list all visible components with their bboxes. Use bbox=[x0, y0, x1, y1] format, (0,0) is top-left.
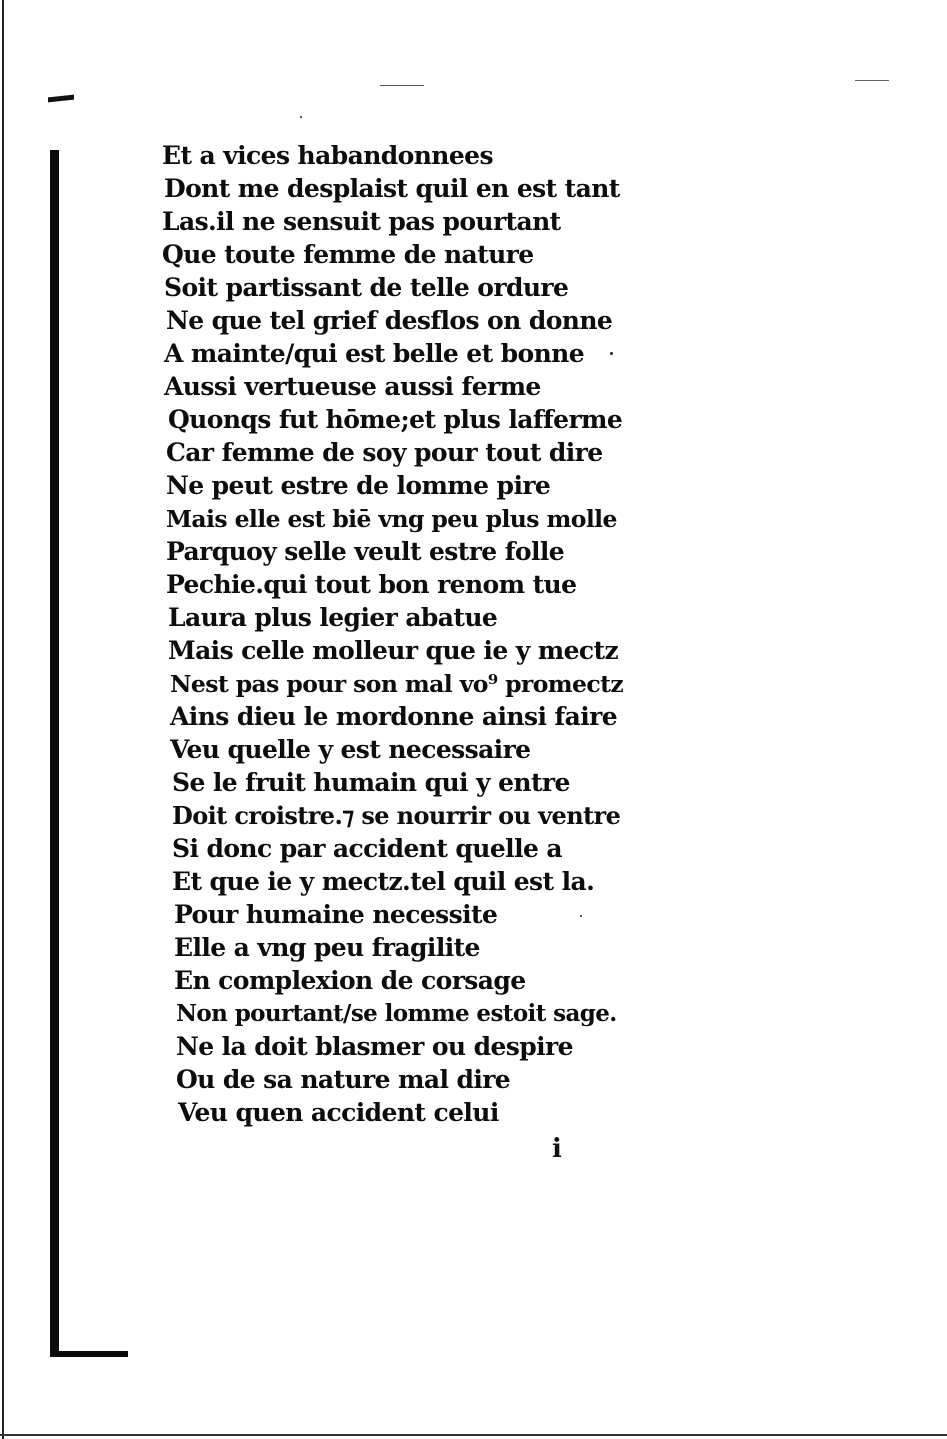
verse-line: Si donc par accident quelle a bbox=[172, 834, 562, 863]
verse-line: Quonqs fut hōme;et plus lafferme bbox=[168, 405, 623, 434]
verse-line: Et a vices habandonnees bbox=[162, 141, 493, 170]
binding-shadow-foot bbox=[50, 1351, 128, 1357]
signature-mark: i bbox=[552, 1134, 562, 1164]
top-rule-right bbox=[855, 80, 889, 81]
ink-speck bbox=[300, 116, 302, 118]
verse-line: Car femme de soy pour tout dire bbox=[166, 438, 603, 467]
verse-line: Doit croistre.⁊ se nourrir ou ventre bbox=[172, 801, 621, 830]
verse-line: Ne la doit blasmer ou despire bbox=[176, 1032, 573, 1061]
verse-line: Dont me desplaist quil en est tant bbox=[164, 174, 620, 203]
verse-line: Las.il ne sensuit pas pourtant bbox=[162, 207, 561, 236]
verse-line: Ne peut estre de lomme pire bbox=[166, 471, 551, 500]
verse-line: Parquoy selle veult estre folle bbox=[166, 537, 565, 566]
verse-line: Veu quen accident celui bbox=[178, 1098, 499, 1127]
verse-line: Elle a vng peu fragilite bbox=[174, 933, 480, 962]
verse-line: Ou de sa nature mal dire bbox=[176, 1065, 511, 1094]
verse-line: En complexion de corsage bbox=[174, 966, 526, 995]
verse-line: Ne que tel grief desflos on donne bbox=[166, 306, 613, 335]
verse-line: Nest pas pour son mal vo⁹ promectz bbox=[170, 670, 624, 698]
verse-line: Pechie.qui tout bon renom tue bbox=[166, 570, 577, 599]
verse-line: Ains dieu le mordonne ainsi faire bbox=[170, 702, 618, 731]
verse-line: Mais elle est biē vng peu plus molle bbox=[166, 505, 617, 533]
verse-line: Aussi vertueuse aussi ferme bbox=[164, 372, 541, 401]
top-rule bbox=[380, 85, 424, 86]
verse-line: Et que ie y mectz.tel quil est la. bbox=[172, 867, 595, 896]
verse-line: Se le fruit humain qui y entre bbox=[172, 768, 570, 797]
page-bottom-edge bbox=[0, 1434, 947, 1436]
verse-line: Mais celle molleur que ie y mectz bbox=[168, 636, 619, 665]
verse-line: Que toute femme de nature bbox=[162, 240, 534, 269]
verse-line: A mainte/qui est belle et bonne bbox=[164, 339, 585, 368]
verse-text-block bbox=[160, 140, 630, 1140]
verse-line: Soit partissant de telle ordure bbox=[164, 273, 569, 302]
page-left-edge bbox=[2, 0, 4, 1439]
binding-shadow-bar bbox=[50, 150, 59, 1355]
verse-line: Non pourtant/se lomme estoit sage. bbox=[176, 1000, 617, 1027]
binding-mark bbox=[48, 95, 74, 103]
verse-line: Veu quelle y est necessaire bbox=[170, 735, 531, 764]
verse-line: Laura plus legier abatue bbox=[168, 603, 498, 632]
verse-line: Pour humaine necessite bbox=[174, 900, 498, 929]
